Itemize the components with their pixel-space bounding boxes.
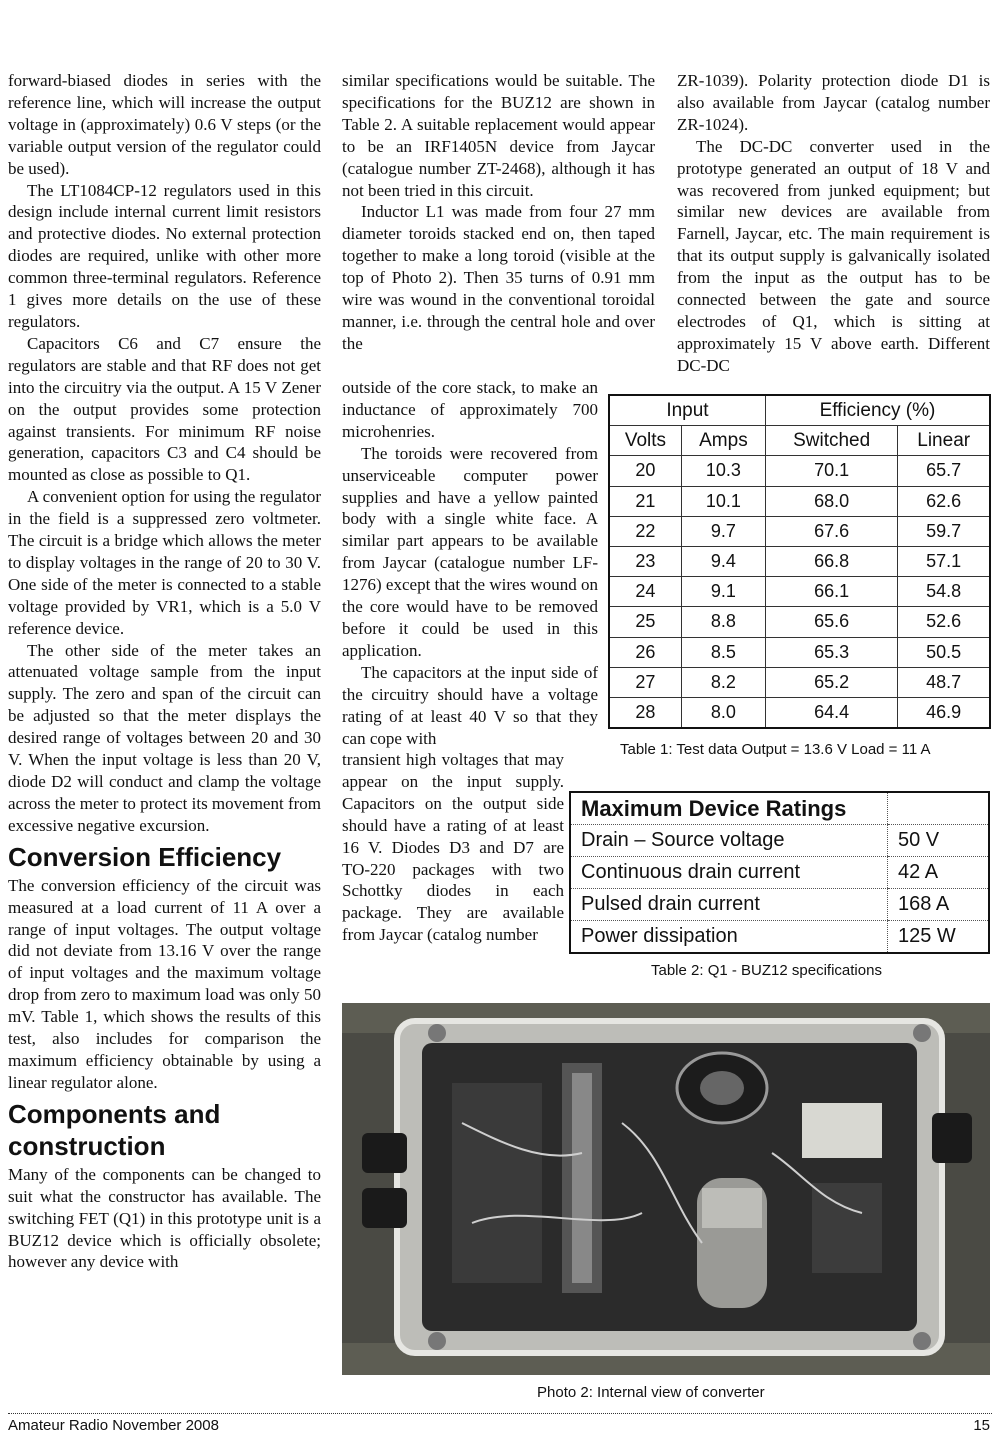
table-cell: 67.6 xyxy=(765,516,897,546)
paragraph: Many of the components can be changed to suit what the constructor has available. The switching FET (Q1) in this prototype unit is a BUZ12 device which is officially obsolete; however any device with xyxy=(8,1164,321,1272)
table-cell: 8.5 xyxy=(681,637,765,667)
table-cell: Continuous drain current xyxy=(570,857,888,889)
paragraph: The DC-DC converter used in the prototype generated an output of 18 V and was recovered from junked equipment; but similar new devices are available from Farnell, Jaycar, etc. The main requirement is that its output supply is galvanically isolated from the input as the output has to be connected between the gate and source electrodes of Q1, which is sitting at approximately 15 V above earth. Different DC-DC xyxy=(677,136,990,375)
table-row xyxy=(609,456,990,486)
table-cell: 21 xyxy=(609,486,681,516)
paragraph: The other side of the meter takes an attenuated voltage sample from the input supply. The zero and span of the circuit can be adjusted so that the meter displays the desired range of voltages between 20 and 30 V. When the input voltage is less than 20 V, diode D2 will conduct and clamp the voltage across the meter to protect its movement from excessive negative excursion. xyxy=(8,640,321,835)
table-header: Switched xyxy=(765,426,897,456)
page-number: 15 xyxy=(973,1417,990,1434)
table-cell: Power dissipation xyxy=(570,921,888,954)
table-cell: Pulsed drain current xyxy=(570,889,888,921)
table-group-header: Input xyxy=(609,395,765,426)
table-cell: 10.1 xyxy=(681,486,765,516)
table-cell: 48.7 xyxy=(898,667,990,697)
table-cell: 9.4 xyxy=(681,546,765,576)
footer-rule xyxy=(8,1413,992,1414)
table-cell-empty xyxy=(888,792,990,825)
paragraph: Inductor L1 was made from four 27 mm diameter toroids stacked end on, then taped together to make a long toroid (visible at the top of Photo 2). Then 35 turns of 0.91 mm wire was wound in the conventional toroidal manner, i.e. through the central hole and over the xyxy=(342,202,655,353)
table-cell: 46.9 xyxy=(898,697,990,728)
table-cell: 66.1 xyxy=(765,577,897,607)
table-header: Amps xyxy=(681,426,765,456)
table-row xyxy=(609,546,990,576)
table-1-caption: Table 1: Test data Output = 13.6 V Load = 11 A xyxy=(620,741,931,758)
table-row xyxy=(609,516,990,546)
table-header: Linear xyxy=(898,426,990,456)
table-title: Maximum Device Ratings xyxy=(570,792,888,825)
footer-publication: Amateur Radio November 2008 xyxy=(8,1417,219,1434)
heading-components-construction xyxy=(8,1098,321,1162)
paragraph: outside of the core stack, to make an inductance of approximately 700 microhenries. xyxy=(342,378,598,441)
heading-line: construction xyxy=(8,1130,166,1161)
photo-caption: Photo 2: Internal view of converter xyxy=(537,1384,765,1401)
table-cell: 65.6 xyxy=(765,607,897,637)
table-cell: 27 xyxy=(609,667,681,697)
table-cell: 125 W xyxy=(888,921,990,954)
paragraph: The conversion efficiency of the circuit was measured at a load current of 11 A over a range of input voltages. The output voltage did not deviate from 13.16 V over the range of input voltages and the maximum voltage drop from zero to maximum load was only 50 mV. Table 1, which shows the results of this test, also includes for comparison the maximum efficiency obtainable by using a linear regulator alone. xyxy=(8,875,321,1092)
table-row xyxy=(609,577,990,607)
table-cell: 65.3 xyxy=(765,637,897,667)
table-cell: 65.7 xyxy=(898,456,990,486)
table-row xyxy=(609,486,990,516)
table-cell: 65.2 xyxy=(765,667,897,697)
table-cell: 23 xyxy=(609,546,681,576)
paragraph: similar specifications would be suitable. The specifications for the BUZ12 are shown in Table 2. A suitable replacement would appear to be an IRF1405N device from Jaycar (catalogue number ZT-2468), although it has not been tried in this circuit. xyxy=(342,71,655,200)
column-2-middle xyxy=(342,377,598,749)
paragraph: forward-biased diodes in series with the reference line, which will increase the output voltage in (approximately) 0.6 V steps (or the variable output version of the regulator could be used). xyxy=(8,71,321,178)
column-3 xyxy=(677,70,990,377)
table-row xyxy=(570,825,989,857)
table-cell: 25 xyxy=(609,607,681,637)
table-cell: Drain – Source voltage xyxy=(570,825,888,857)
table-cell: 24 xyxy=(609,577,681,607)
table-cell: 54.8 xyxy=(898,577,990,607)
paragraph: The capacitors at the input side of the circuitry should have a voltage rating of at least 40 V so that they can cope with xyxy=(342,662,598,748)
table-cell: 26 xyxy=(609,637,681,667)
table-cell: 68.0 xyxy=(765,486,897,516)
table-device-ratings xyxy=(569,791,990,954)
table-cell: 52.6 xyxy=(898,607,990,637)
table-row xyxy=(609,607,990,637)
table-row xyxy=(609,697,990,728)
paragraph: The toroids were recovered from unserviceable computer power supplies and have a yellow painted body with a single white face. A similar part appears to be available from Jaycar (catalogue number LF-1276) except that the wires wound on the core would have to be removed before it could be used in this application. xyxy=(342,443,598,660)
table-cell: 66.8 xyxy=(765,546,897,576)
table-cell: 57.1 xyxy=(898,546,990,576)
table-cell: 8.8 xyxy=(681,607,765,637)
table-cell: 64.4 xyxy=(765,697,897,728)
table-cell: 168 A xyxy=(888,889,990,921)
column-1 xyxy=(8,70,321,1273)
table-row xyxy=(570,857,989,889)
heading-line: Components and xyxy=(8,1098,221,1129)
table-cell: 42 A xyxy=(888,857,990,889)
table-cell: 50.5 xyxy=(898,637,990,667)
converter-photo xyxy=(342,1003,990,1375)
table-row xyxy=(570,889,989,921)
table-cell: 9.1 xyxy=(681,577,765,607)
paragraph: Capacitors C6 and C7 ensure the regulators are stable and that RF does not get into the circuitry via the output. A 15 V Zener on the output provides some protection against transients. For minimum RF noise generation, capacitors C3 and C4 should be mounted as close as possible to Q1. xyxy=(8,333,321,485)
column-2-bottom xyxy=(342,749,564,946)
paragraph: transient high voltages that may appear on the input supply. Capacitors on the output side should have a rating of at least 16 V. Diodes D3 and D7 are TO-220 packages with two Schottky diodes in each package. They are available from Jaycar (catalog number xyxy=(342,750,564,945)
table-cell: 20 xyxy=(609,456,681,486)
table-cell: 50 V xyxy=(888,825,990,857)
table-cell: 8.2 xyxy=(681,667,765,697)
table-cell: 22 xyxy=(609,516,681,546)
table-cell: 70.1 xyxy=(765,456,897,486)
table-cell: 59.7 xyxy=(898,516,990,546)
table-2-caption: Table 2: Q1 - BUZ12 specifications xyxy=(651,962,882,979)
table-cell: 9.7 xyxy=(681,516,765,546)
table-row xyxy=(609,667,990,697)
table-group-header: Efficiency (%) xyxy=(765,395,990,426)
table-cell: 10.3 xyxy=(681,456,765,486)
paragraph: The LT1084CP-12 regulators used in this design include internal current limit resistors and protective diodes. No external protection diodes are required, unlike with other more common three-terminal regulators. Reference 1 gives more details on the use of these regulators. xyxy=(8,180,321,331)
table-row xyxy=(609,637,990,667)
table-header: Volts xyxy=(609,426,681,456)
table-cell: 28 xyxy=(609,697,681,728)
paragraph: A convenient option for using the regulator in the field is a suppressed zero voltmeter. The circuit is a bridge which allows the meter to display voltages in the range of 20 to 30 V. One side of the meter is connected to a stable voltage provided by VR1, which is a 5.0 V reference device. xyxy=(8,487,321,638)
paragraph: ZR-1039). Polarity protection diode D1 is also available from Jaycar (catalog number ZR-1024). xyxy=(677,71,990,134)
column-2-top xyxy=(342,70,655,355)
converter-photo-illustration xyxy=(342,1003,990,1375)
heading-conversion-efficiency: Conversion Efficiency xyxy=(8,841,282,872)
table-cell: 8.0 xyxy=(681,697,765,728)
table-test-data xyxy=(608,394,991,729)
table-row xyxy=(570,921,989,954)
table-cell: 62.6 xyxy=(898,486,990,516)
